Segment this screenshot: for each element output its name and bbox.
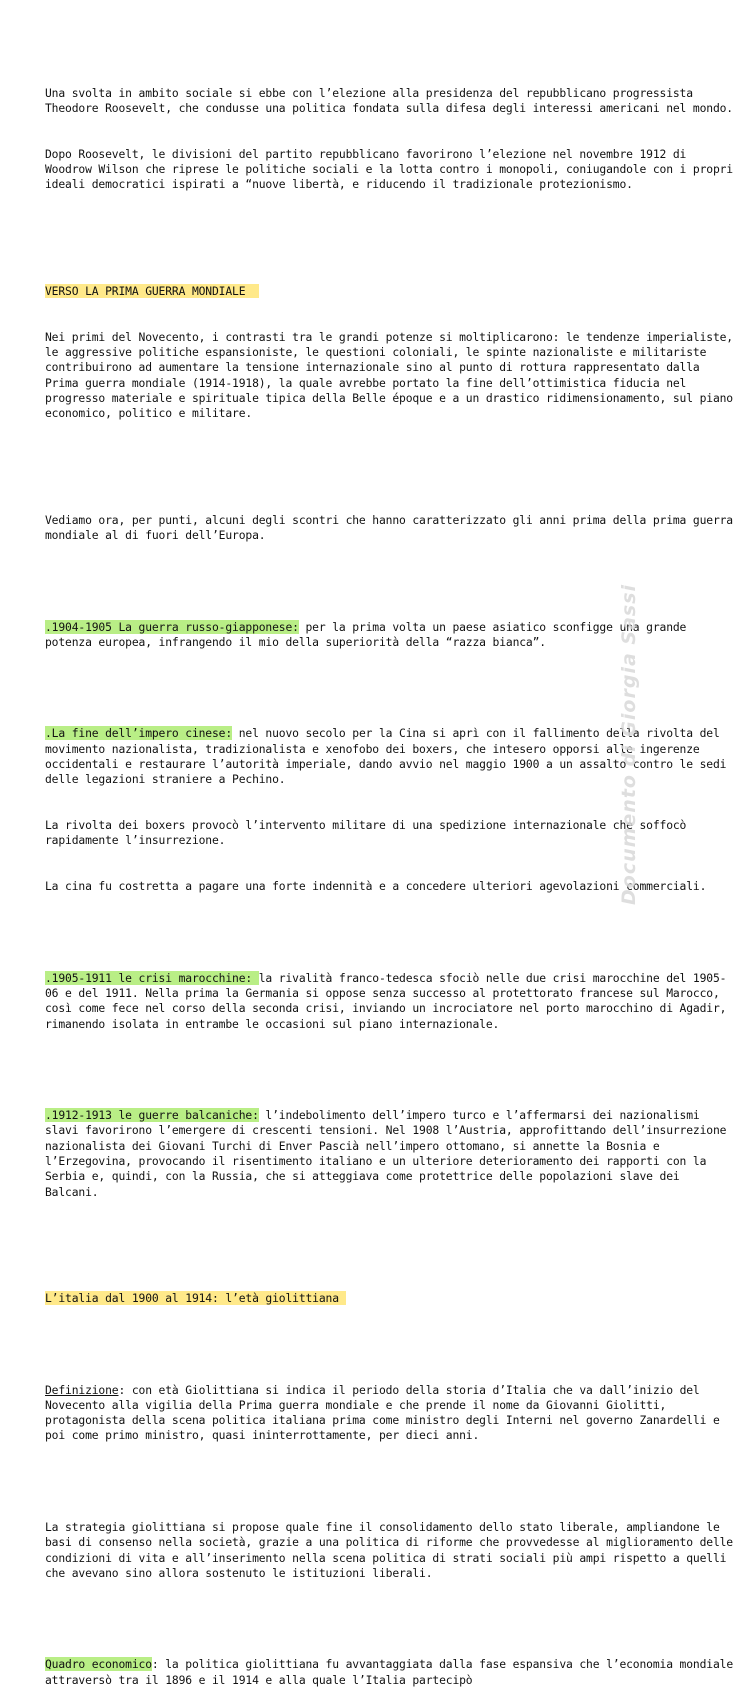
bullet-text: la rivalità franco-tedesca sfociò nelle due crisi marocchine del 1905-06 e del 1911. Nella prima la Germania si oppose senza successo al protettorato francese sul Marocco, così come fece nel corso della seconda crisi, inviando un incrociatore nel porto marocchino di Agadir, rimanendo isolata in entrambe le occasioni sul piano internazionale. (45, 970, 733, 1031)
paragraph-novecento: Nei primi del Novecento, i contrasti tra le grandi potenze si moltiplicarono: le tendenze imperialiste, le aggressive politiche espansioniste, le questioni coloniali, le spinte nazionaliste e militariste contribuirono ad aumentare la tensione internazionale sino al punto di rottura rappresentato dalla Prima guerra mondiale (1914-1918), la quale avrebbe portato la fine dell’ottimistica fiducia nel progresso materiale e spirituale tipica della Belle époque e a un drastico ridimensionamento, sul piano economico, politico e militare. (45, 329, 740, 421)
bullet-text: per la prima volta un paese asiatico sconfigge una grande potenza europea, infrangendo il mio della superiorità della “razza bianca”. (45, 619, 693, 649)
definition-label: Definizione (45, 1382, 119, 1397)
watermark: Documento di Giorgia Sassi (618, 583, 640, 905)
heading-highlight: L’italia dal 1900 al 1914: l’età giolittiana (45, 1291, 346, 1306)
bullet-label: .1904-1905 La guerra russo-giapponese: (45, 619, 299, 634)
paragraph-definizione (45, 1383, 735, 1444)
section-heading-prima-guerra (45, 284, 735, 299)
paragraph-cina-indennita: La cina fu costretta a pagare una forte indennità e a concedere ulteriori agevolazioni commerciali. (45, 879, 707, 894)
bullet-text: nel nuovo secolo per la Cina si aprì con il fallimento della rivolta del movimento nazionalista, tradizionalista e xenofobo dei boxers, che intesero opporsi alle ingerenze occidentali e restaurare l’autorità imperiale, dando avvio nel maggio 1900 a un assalto contro le sedi delle legazioni straniere a Pechino. (45, 726, 733, 787)
bullet-text: : la politica giolittiana fu avvantaggiata dalla fase espansiva che l’economia mondiale attraversò tra il 1896 e il 1914 e alla quale l’Italia partecipò (45, 1657, 740, 1687)
paragraph-wilson: Dopo Roosevelt, le divisioni del partito repubblicano favorirono l’elezione nel novembre 1912 di Woodrow Wilson che riprese le politiche sociali e la lotta contro i monopoli, coniugandole con i propri ideali democratici ispirati a “nuove libertà, e riducendo il tradizionale protezionismo. (45, 146, 740, 192)
paragraph-boxers: La rivolta dei boxers provocò l’intervento militare di una spedizione internazionale che soffocò rapidamente l’insurrezione. (45, 818, 693, 848)
bullet-guerre-balcaniche (45, 1108, 735, 1200)
paragraph-quadro-economico (45, 1657, 740, 1688)
bullet-label: .La fine dell’impero cinese: (45, 726, 233, 741)
bullet-label: .1905-1911 le crisi marocchine: (45, 970, 259, 985)
bullet-label: Quadro economico (45, 1657, 152, 1672)
paragraph-punti: Vediamo ora, per punti, alcuni degli scontri che hanno caratterizzato gli anni prima della prima guerra mondiale al di fuori dell’Europa. (45, 512, 740, 543)
paragraph-roosevelt: Una svolta in ambito sociale si ebbe con l’elezione alla presidenza del repubblicano progressista Theodore Roosevelt, che condusse una politica fondata sulla difesa degli interessi americani nel mondo. (45, 85, 733, 115)
heading-highlight: VERSO LA PRIMA GUERRA MONDIALE (45, 283, 259, 298)
paragraph-strategia: La strategia giolittiana si propose quale fine il consolidamento dello stato liberale, ampliandone le basi di consenso nella società, grazie a una politica di riforme che provvedesse al miglioramento delle condizioni di vita e all’inserimento nella scena politica di strati sociali più ampi rispetto a quelli che avevano sino allora sostenuto le istituzioni liberali. (45, 1519, 740, 1580)
bullet-label: .1912-1913 le guerre balcaniche: (45, 1108, 259, 1123)
bullet-text: l’indebolimento dell’impero turco e l’affermarsi dei nazionalismi slavi favorirono l’emergere di crescenti tensioni. Nel 1908 l’Austria, approfittando dell’insurrezione nazionalista dei Giovani Turchi di Enver Pascià nell’impero ottomano, si annette la Bosnia e l’Erzegovina, provocando il risentimento italiano e un ulteriore deterioramento dei rapporti con la Serbia e, quindi, con la Russia, che si atteggiava come protettrice delle popolazioni slave dei Balcani. (45, 1108, 733, 1199)
definition-text: : con età Giolittiana si indica il periodo della storia d’Italia che va dall’inizio del Novecento alla vigilia della Prima guerra mondiale e che prende il nome da Giovanni Giolitti, protagonista della scena politica italiana prima come ministro degli Interni nel governo Zanardelli e poi come primo ministro, quasi ininterrottamente, per dieci anni. (45, 1382, 727, 1443)
section-heading-eta-giolittiana (45, 1291, 735, 1306)
bullet-crisi-marocchine (45, 971, 735, 1032)
